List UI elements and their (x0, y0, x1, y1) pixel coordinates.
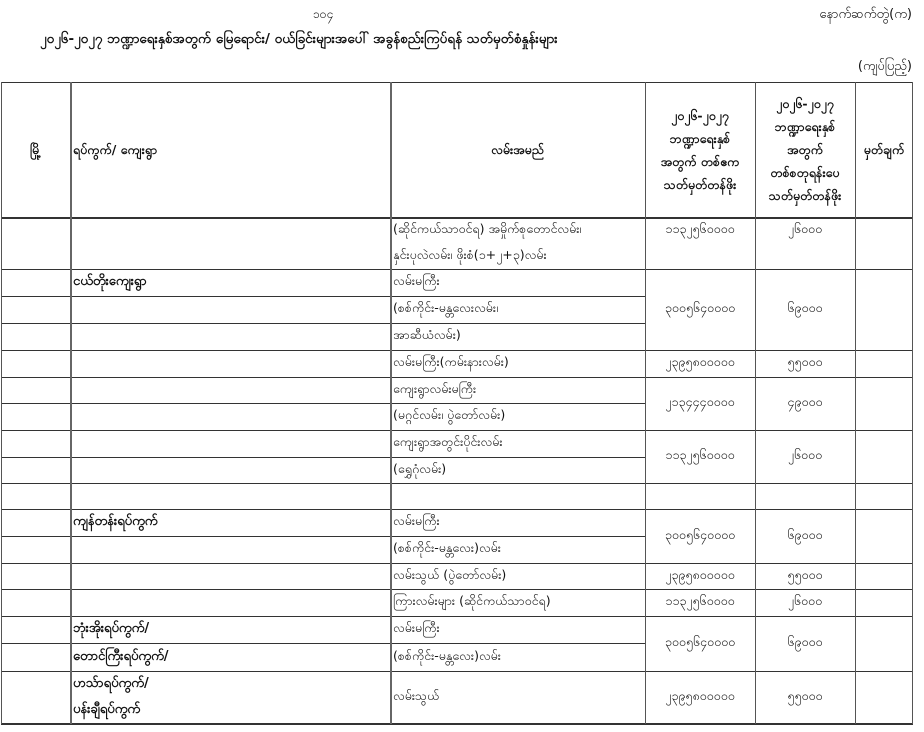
column-divider (70, 82, 72, 724)
header-ward-village: ရပ်ကွက်/ ကျေးရွာ (73, 142, 158, 157)
header-value-per-acre-line: အတွက် တစ်ဧက (660, 153, 740, 169)
row-divider (1, 323, 645, 324)
value-per-sqft-cell: ၂၆၀၀၀ (787, 220, 823, 236)
ward-cell (70, 589, 390, 616)
ward-cell: ငယ်တိုးကျေးရွာ (73, 274, 147, 289)
row-divider (1, 430, 913, 431)
value-per-acre-cell: ၂၃၉၅၈၀၀၀၀၀ (665, 687, 735, 703)
ward-cell (70, 243, 390, 269)
value-per-sqft-cell: ၄၉၀၀၀ (787, 394, 823, 409)
header-township: မြို့ (29, 142, 42, 157)
header-value-per-acre (645, 82, 755, 217)
road-cell: (မဂ္ဂင်လမ်း၊ ပွဲတော်လမ်း) (393, 407, 506, 422)
road-cell: လမ်းမကြီး (393, 273, 440, 288)
ward-cell (70, 430, 390, 457)
road-cell: လမ်းမကြီး (393, 620, 440, 635)
value-per-acre-cell: ၂၃၉၅၈၀၀၀၀၀ (665, 354, 735, 369)
header-value-per-sqft-line: ၂၀၂၆-၂၀၂၇ (776, 96, 834, 111)
row-divider (1, 377, 913, 378)
column-divider (390, 82, 392, 724)
ward-cell (70, 403, 390, 430)
ward-cell (70, 377, 390, 403)
value-per-acre-cell: ၂၃၉၅၈၀၀၀၀၀ (665, 566, 735, 582)
road-cell: ကျေးရွာအတွင်းပိုင်းလမ်း (393, 434, 503, 449)
ward-cell (70, 536, 390, 563)
page-number: ၁၀၄ (313, 7, 334, 21)
row-divider (1, 671, 913, 672)
value-per-sqft-cell: ၅၅၀၀၀ (787, 354, 823, 369)
ward-cell: ပန်းချီရပ်ကွက် (73, 701, 141, 717)
ward-cell: ကျန်တန်းရပ်ကွက် (73, 514, 158, 529)
ward-cell (70, 563, 390, 589)
header-value-per-acre-line: သတ်မှတ်တန်ဖိုး (663, 176, 737, 192)
value-per-sqft-cell: ၆၉၀၀၀ (787, 634, 823, 649)
value-per-sqft-cell: ၆၉၀၀၀ (787, 300, 823, 315)
column-divider (912, 82, 913, 724)
row-divider (1, 457, 645, 458)
table-border (1, 82, 913, 83)
annex-label: နောက်ဆက်တွဲ(က) (819, 7, 912, 22)
value-per-acre-cell: ၁၁၃၂၅၆၀၀၀၀ (665, 593, 735, 608)
value-per-sqft-cell: ၅၅၀၀၀ (787, 566, 823, 582)
ward-cell (70, 323, 390, 350)
value-per-acre-cell: ၁၁၃၂၅၆၀၀၀၀ (665, 220, 735, 236)
value-per-acre-cell: ၃၀၀၅၆၄၀၀၀၀ (664, 526, 736, 542)
header-value-per-sqft-line: သတ်မှတ်တန်ဖိုး (768, 188, 842, 203)
value-per-sqft-cell: ၂၆၀၀၀ (787, 447, 823, 462)
ward-cell (70, 483, 390, 509)
road-cell: လမ်းသွယ် (393, 687, 440, 703)
header-value-per-acre-line: ဘဏ္ဍာရေးနှစ် (669, 130, 731, 146)
ward-cell (70, 296, 390, 323)
row-divider (1, 296, 645, 297)
row-divider (1, 269, 913, 270)
road-cell: (ဆိုင်ကယ်သာဝင်ရ) အမှိုက်စုတောင်လမ်း၊ (393, 220, 582, 236)
value-per-acre-cell: ၁၁၃၂၅၆၀၀၀၀ (665, 447, 735, 462)
column-divider (1, 82, 2, 724)
header-divider (1, 217, 913, 219)
header-value-per-sqft-line: တစ်စတုရန်းပေ (770, 165, 840, 180)
header-value-per-acre-line: ၂၀၂၆-၂၀၂၇ (671, 107, 729, 123)
row-divider (1, 643, 645, 644)
row-divider (1, 616, 913, 617)
value-per-sqft-cell: ၂၆၀၀၀ (787, 593, 823, 608)
header-value-per-sqft (755, 82, 855, 217)
column-divider (755, 82, 756, 724)
value-per-sqft-cell: ၆၉၀၀၀ (787, 526, 823, 542)
ward-cell: ဟသ်ာရပ်ကွက်/ (73, 675, 149, 691)
row-divider (1, 536, 645, 537)
road-cell: လမ်းမကြီး(ကမ်းနားလမ်း) (393, 354, 509, 369)
road-cell: ကျေးရွာလမ်းမကြီး (393, 380, 477, 396)
header-road-name: လမ်းအမည် (491, 142, 544, 157)
page-title: ၂၀၂၆-၂၀၂၇ ဘဏ္ဍာရေးနှစ်အတွက် မြေရောင်း/ ဝယ်ခြင်းများအပေါ် အခွန်စည်းကြပ်ရန် သတ်မှတ်စံနှုန်းများ (40, 31, 558, 47)
road-cell (390, 483, 645, 509)
road-cell: (စစ်ကိုင်း-မန္တလေး)လမ်း (393, 647, 501, 663)
value-per-acre-cell: ၃၀၀၅၆၄၀၀၀၀ (664, 634, 736, 649)
ward-cell (70, 457, 390, 483)
row-divider (1, 483, 913, 484)
value-per-acre-cell: ၂၁၃၄၄၄၀၀၀၀ (665, 394, 735, 409)
value-per-acre-cell: ၃၀၀၅၆၄၀၀၀၀ (664, 300, 736, 315)
road-cell: လမ်းမကြီး (393, 513, 440, 528)
header-remarks: မှတ်ချက် (863, 142, 905, 157)
road-cell: (ရွှေဂုံလမ်း) (393, 460, 447, 476)
currency-unit: (ကျပ်ပြည့်) (857, 59, 912, 74)
table-border (1, 723, 913, 725)
ward-cell (70, 217, 390, 243)
road-cell: (စစ်ကိုင်း-မန္တလေး)လမ်း (393, 540, 501, 555)
row-divider (1, 509, 913, 510)
column-divider (855, 82, 856, 724)
road-cell: နှင်းပုလဲလမ်း၊ ဖိုးစံ(၁+၂+၃)လမ်း (393, 246, 547, 262)
road-cell: ကြားလမ်းများ (ဆိုင်ကယ်သာဝင်ရ) (393, 593, 551, 608)
row-divider (1, 350, 913, 351)
header-value-per-sqft-line: ဘဏ္ဍာရေးနှစ် (774, 119, 836, 134)
road-cell: (စစ်ကိုင်း-မန္တလေးလမ်း၊ (393, 300, 499, 315)
road-cell: အာဆီယံလမ်း) (393, 327, 461, 342)
column-divider (645, 82, 646, 724)
header-value-per-sqft-line: အတွက် (787, 142, 823, 157)
ward-cell (70, 350, 390, 377)
ward-cell: တောင်ကြီးရပ်ကွက်/ (73, 648, 169, 664)
row-divider (1, 589, 913, 590)
road-cell: လမ်းသွယ် (ပွဲတော်လမ်း) (393, 566, 507, 582)
row-divider (1, 403, 645, 404)
row-divider (1, 563, 913, 564)
value-per-sqft-cell: ၅၅၀၀၀ (787, 687, 823, 703)
ward-cell: ဘုံးအိုးရပ်ကွက်/ (73, 621, 150, 636)
